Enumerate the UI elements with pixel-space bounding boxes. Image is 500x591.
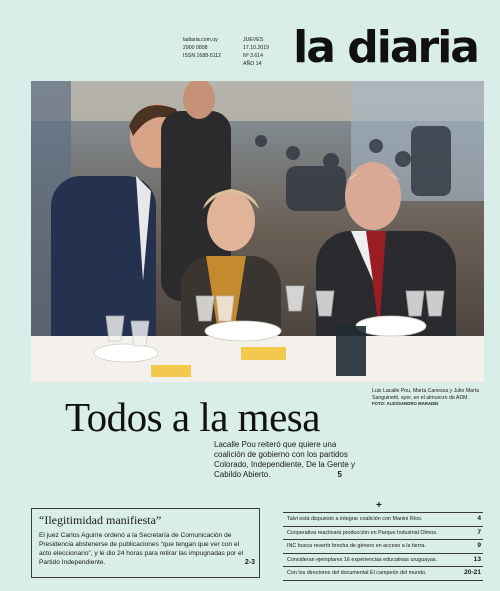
briefs-list (283, 512, 483, 581)
brief-text: INC busca revertir brecha de género en acceso a la tierra. (287, 543, 426, 550)
brief-page: 7 (477, 528, 481, 536)
brief-text: Talvi está dispuesto a integrar coalición con Manini Ríos. (287, 516, 423, 522)
masthead-number: Nº 3.614 (243, 53, 264, 59)
brief-page: 9 (477, 542, 481, 550)
feature-box-body: El juez Carlos Aguirre ordenó a la Secretaría de Comunicación de Presidencia abstenerse de publicaciones “que tengan que ver con el acto eleccionario”, y le dio 24 horas para retirar las impugnadas por el Partido Independiente. (39, 532, 244, 566)
masthead-day: JUEVES (243, 37, 264, 43)
masthead-phone: 2900 0808 (183, 45, 208, 51)
feature-box-page-ref: 2-3 (244, 559, 255, 566)
feature-box-title[interactable]: “Ilegitimidad manifiesta” (39, 513, 162, 527)
brief-page: 13 (473, 555, 481, 563)
brief-item[interactable] (283, 513, 483, 527)
feature-box (31, 508, 260, 578)
masthead-year: AÑO 14 (243, 61, 262, 67)
feature-box-text (39, 531, 255, 567)
photo-credit: FOTO: ALESSANDRO MARADEI (372, 401, 439, 406)
brief-text: Consideran ejemplares 16 experiencias educativas uruguayas. (287, 556, 438, 563)
plus-icon: + (376, 500, 382, 511)
brief-text: Cooperativa reactivará producción en Parque Industrial Olmos. (287, 529, 438, 536)
brief-item[interactable] (283, 540, 483, 554)
lead-deck (214, 440, 364, 480)
photo-caption (372, 388, 484, 408)
brief-page: 20-21 (464, 569, 481, 577)
brief-item[interactable] (283, 554, 483, 568)
masthead-issue (243, 36, 269, 68)
lead-page-ref: 5 (337, 470, 342, 479)
brief-item[interactable] (283, 527, 483, 541)
lead-headline[interactable]: Todos a la mesa (65, 394, 320, 440)
brief-page: 4 (477, 515, 481, 522)
caption-text: Luis Lacalle Pou, Marta Canessa y Julio María Sanguinetti, ayer, en el almuerzo de ADM. (372, 388, 479, 401)
lead-deck-text: Lacalle Pou reiteró que quiere una coalición de gobierno con los partidos Colorado, Independiente, De la Gente y Cabildo Abierto. (214, 440, 355, 479)
lead-photo (31, 81, 484, 382)
brand-logo: la diaria (293, 22, 478, 73)
brief-text: Con los directores del documental El campeón del mundo. (287, 570, 427, 577)
masthead-issn: ISSN 1688-5112 (183, 53, 221, 59)
lead-photo-image (31, 81, 484, 382)
masthead-contact (183, 36, 221, 60)
masthead-date: 17.10.2019 (243, 45, 269, 51)
masthead-url[interactable]: ladiaria.com.uy (183, 37, 218, 43)
brief-item[interactable] (283, 567, 483, 581)
